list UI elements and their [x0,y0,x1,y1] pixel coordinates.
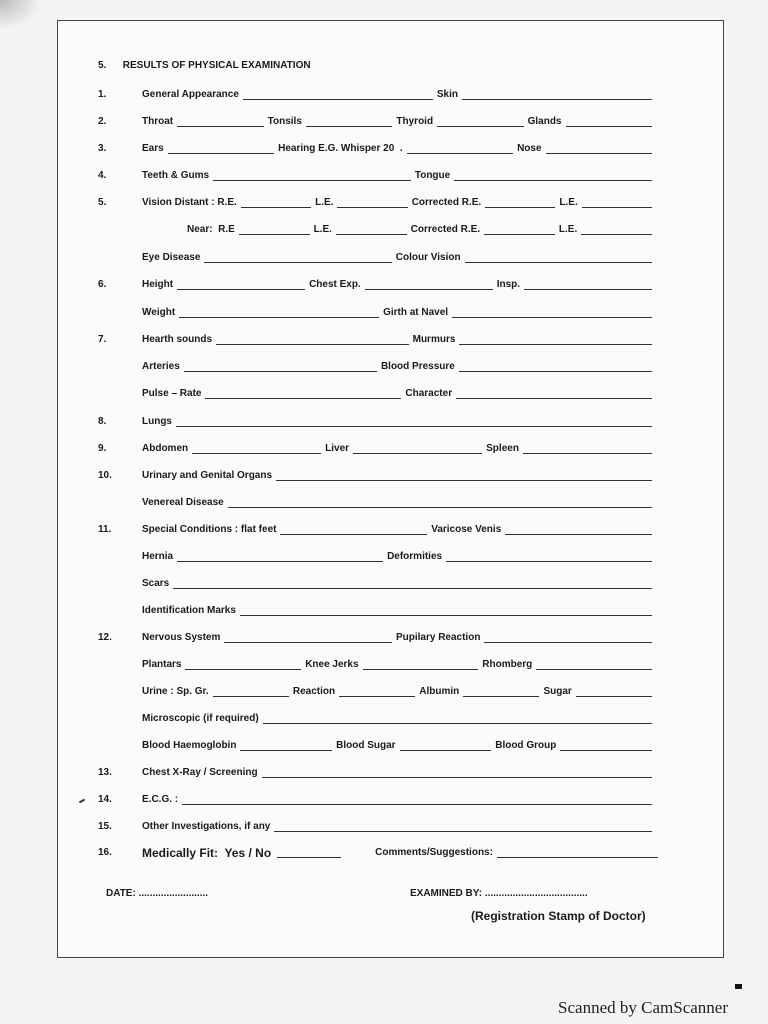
row-number: 16. [98,847,112,858]
field-label: Corrected R.E. [410,224,481,235]
section-number: 5. [98,60,107,71]
entry-line[interactable] [213,180,411,181]
entry-line[interactable] [582,207,652,208]
form-row [0,167,768,183]
field-label: Albumin [419,686,460,697]
field-label: Hearth sounds [142,334,213,345]
entry-line[interactable] [523,453,652,454]
entry-line[interactable] [365,289,493,290]
registration-stamp-label: (Registration Stamp of Doctor) [471,909,646,923]
field-label: Urine : Sp. Gr. [142,686,209,697]
field-label: Glands [527,116,562,127]
form-row [0,683,768,699]
row-number: 9. [98,443,107,454]
entry-line[interactable] [576,696,652,697]
form-row [0,494,768,510]
form-row [0,521,768,537]
entry-line[interactable] [224,642,392,643]
field-label: L.E. [559,197,578,208]
row-number: 8. [98,416,107,427]
field-label: Urinary and Genital Organs [142,470,273,481]
form-row [0,194,768,210]
entry-line[interactable] [465,262,652,263]
comments-line[interactable] [497,857,658,858]
field-label: Thyroid [396,116,434,127]
form-row [0,304,768,320]
field-label: Deformities [387,551,443,562]
field-label: Tonsils [267,116,302,127]
field-label: Reaction [292,686,336,697]
field-label: Insp. [496,279,521,290]
field-label: Height [142,279,174,290]
entry-line[interactable] [274,831,652,832]
field-label: Other Investigations, if any [142,821,271,832]
entry-line[interactable] [182,804,652,805]
form-row [0,548,768,564]
entry-line[interactable] [176,426,652,427]
field-label: Weight [142,307,176,318]
entry-line[interactable] [484,234,555,235]
field-label: Throat [142,116,174,127]
form-row [0,86,768,102]
form-row [0,575,768,591]
entry-line[interactable] [177,289,305,290]
field-label: Hernia [142,551,174,562]
row-number: 7. [98,334,107,345]
field-label: Plantars [142,659,182,670]
entry-line[interactable] [484,642,652,643]
field-label: Blood Sugar [336,740,396,751]
field-label: Sugar [543,686,572,697]
camscanner-watermark: Scanned by CamScanner [558,998,728,1017]
scan-mark [735,984,742,989]
field-label: Knee Jerks [305,659,359,670]
fit-row [0,844,768,860]
row-number: 2. [98,116,107,127]
field-label: Chest Exp. [309,279,361,290]
entry-line[interactable] [276,480,652,481]
form-row [0,358,768,374]
entry-line[interactable] [228,507,652,508]
entry-line[interactable] [353,453,482,454]
field-label: Teeth & Gums [142,170,210,181]
field-label: Ears [142,143,164,154]
entry-line[interactable] [184,371,377,372]
entry-line[interactable] [216,344,409,345]
entry-line[interactable] [462,99,652,100]
form-row [0,467,768,483]
field-label: Microscopic (if required) [142,713,259,724]
field-label: Lungs [142,416,172,427]
form-row [0,818,768,834]
entry-line[interactable] [192,453,321,454]
entry-line[interactable] [336,234,407,235]
form-row [0,249,768,265]
field-label: Abdomen [142,443,189,454]
form-row [0,440,768,456]
entry-line[interactable] [546,153,652,154]
entry-line[interactable] [437,126,524,127]
entry-line[interactable] [240,615,652,616]
field-label: Nose [517,143,542,154]
entry-line[interactable] [505,534,652,535]
form-row [0,413,768,429]
entry-line[interactable] [581,234,652,235]
row-number: 12. [98,632,112,643]
field-label: L.E. [315,197,334,208]
form-row [0,602,768,618]
field-label: Varicose Venis [431,524,502,535]
entry-line[interactable] [459,371,652,372]
field-label: Corrected R.E. [411,197,482,208]
field-label: Blood Pressure [380,361,455,372]
row-number: 4. [98,170,107,181]
field-label: Special Conditions : flat feet [142,524,277,535]
entry-line[interactable] [177,561,383,562]
entry-line[interactable] [400,750,492,751]
section-heading [98,60,311,71]
field-label: Character [405,388,453,399]
form-row [0,737,768,753]
form-row [0,656,768,672]
form-row [0,331,768,347]
form-row [0,276,768,292]
field-label: Spleen [486,443,519,454]
form-row [0,764,768,780]
form-title: RESULTS OF PHYSICAL EXAMINATION [122,60,311,71]
form-row [0,710,768,726]
field-label: Vision Distant : R.E. [142,197,237,208]
row-number: 10. [98,470,112,481]
entry-line[interactable] [337,207,407,208]
entry-line[interactable] [306,126,393,127]
entry-line[interactable] [243,99,433,100]
field-label: L.E. [558,224,578,235]
entry-line[interactable] [363,669,479,670]
entry-line[interactable] [456,398,652,399]
entry-line[interactable] [485,207,555,208]
entry-line[interactable] [168,153,274,154]
field-label: Pulse – Rate [142,388,202,399]
entry-line[interactable] [205,398,401,399]
entry-line[interactable] [524,289,652,290]
entry-line[interactable] [204,262,391,263]
field-label: Hearing E.G. Whisper 20 . [278,143,403,154]
field-label: Blood Group [495,740,557,751]
field-label: Blood Haemoglobin [142,740,237,751]
field-label: Nervous System [142,632,221,643]
entry-line[interactable] [239,234,310,235]
entry-line[interactable] [262,777,652,778]
field-label: Eye Disease [142,252,201,263]
medically-fit-label: Medically Fit: Yes / No [142,846,272,860]
field-label: Rhomberg [482,659,533,670]
row-number: 13. [98,767,112,778]
form-row [0,791,768,807]
field-label: Scars [142,578,170,589]
row-number: 6. [98,279,107,290]
entry-line[interactable] [452,317,652,318]
entry-line[interactable] [463,696,539,697]
entry-line[interactable] [177,126,264,127]
field-label: General Appearance [142,89,239,100]
form-row [0,385,768,401]
field-label: Arteries [142,361,180,372]
row-number: 11. [98,524,112,535]
field-label: Near: R.E [187,224,235,235]
row-number: 5. [98,197,107,208]
entry-line[interactable] [173,588,652,589]
field-label: Pupilary Reaction [395,632,481,643]
entry-line[interactable] [240,750,332,751]
field-label: L.E. [313,224,332,235]
row-number: 1. [98,89,107,100]
field-label: Colour Vision [395,252,461,263]
entry-line[interactable] [454,180,652,181]
field-label: Tongue [414,170,451,181]
field-label: Murmurs [412,334,456,345]
entry-line[interactable] [407,153,513,154]
medically-fit-line[interactable] [277,857,341,858]
field-label: Identification Marks [142,605,236,616]
field-label: Girth at Navel [383,307,449,318]
field-label: E.C.G. : [142,794,179,805]
entry-line[interactable] [536,669,652,670]
entry-line[interactable] [446,561,652,562]
scan-smudge [0,0,42,30]
entry-line[interactable] [213,696,289,697]
form-row [0,629,768,645]
field-label: Skin [436,89,459,100]
entry-line[interactable] [566,126,653,127]
form-row [0,113,768,129]
field-label: Venereal Disease [142,497,224,508]
field-label: Liver [325,443,350,454]
form-row [0,140,768,156]
row-number: 3. [98,143,107,154]
field-label: Chest X-Ray / Screening [142,767,258,778]
entry-line[interactable] [459,344,652,345]
entry-line[interactable] [263,723,652,724]
entry-line[interactable] [280,534,427,535]
entry-line[interactable] [241,207,311,208]
date-field[interactable]: DATE: ......................... [106,888,209,899]
comments-label: Comments/Suggestions: [375,847,493,858]
entry-line[interactable] [185,669,301,670]
entry-line[interactable] [339,696,415,697]
entry-line[interactable] [560,750,652,751]
form-row [0,221,768,237]
row-number: 15. [98,821,112,832]
entry-line[interactable] [179,317,379,318]
row-number: 14. [98,794,112,805]
examined-by-field[interactable]: EXAMINED BY: ..................................... [410,888,588,899]
